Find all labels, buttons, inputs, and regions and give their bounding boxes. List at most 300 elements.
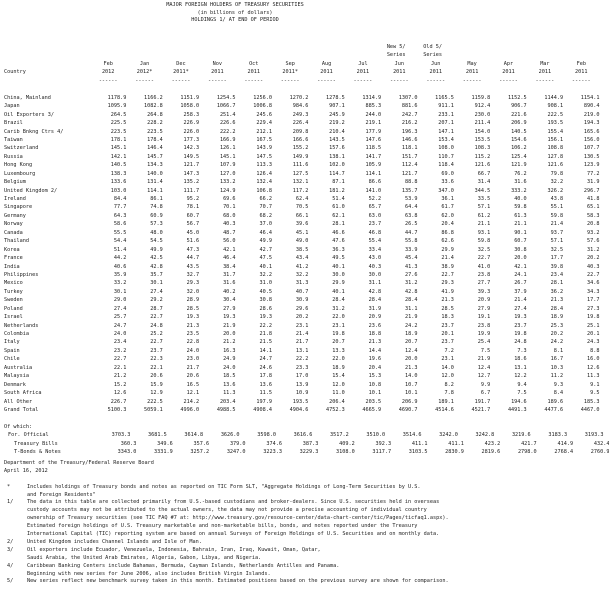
holding-value: 1254.5 [216, 94, 236, 101]
holding-value: 27.4 [113, 305, 127, 312]
holding-value: 5059.1 [144, 406, 163, 413]
holding-value: 140.0 [147, 170, 163, 177]
holding-value: 33.5 [477, 196, 491, 203]
footnote-mark [4, 507, 27, 515]
holding-value: 154.6 [511, 136, 527, 143]
holding-value: 21.3 [368, 339, 382, 346]
column-underline: ------ [280, 77, 300, 84]
holding-value: 41.0 [477, 263, 491, 270]
holding-value: 63.8 [405, 212, 418, 219]
of-which-value: 411.1 [411, 440, 428, 447]
table-row [4, 94, 609, 102]
report-title-block [25, 0, 445, 25]
holding-value: 141.7 [365, 153, 382, 160]
holding-value: 9.3 [553, 381, 564, 388]
footnote-text: Beginning with new series for June 2006, also includes British Virgin Islands. [27, 570, 271, 577]
holding-value: 49.5 [332, 255, 345, 262]
holding-value: 132.4 [256, 179, 272, 186]
footnotes-list [4, 484, 596, 587]
holding-value: 43.4 [295, 255, 309, 262]
holding-value: 19.8 [332, 331, 345, 338]
holding-value: 77.7 [113, 204, 127, 211]
of-which-value: 3510.0 [366, 432, 386, 439]
holding-value: 11.0 [332, 390, 345, 397]
holding-value: 62.4 [295, 196, 309, 203]
table-row [4, 203, 609, 211]
of-which-value: 2798.0 [517, 449, 537, 456]
holding-value: 23.3 [295, 364, 309, 371]
holding-value: 147.6 [365, 136, 382, 143]
holding-value: 1144.9 [544, 94, 564, 101]
holding-value: 219.0 [583, 111, 600, 118]
table-row [4, 212, 609, 220]
holding-value: 20.1 [586, 331, 600, 338]
table-row [4, 313, 609, 321]
holding-value: 19.3 [186, 314, 200, 321]
of-which-value: 3103.5 [408, 449, 428, 456]
holding-value: 156.0 [583, 136, 600, 143]
holding-value: 13.6 [259, 381, 272, 388]
holding-value: 333.2 [511, 187, 527, 194]
footnote-line [4, 531, 596, 539]
holding-value: 121.7 [183, 162, 200, 169]
holding-value: 207.1 [438, 120, 454, 127]
of-which-value: 3193.3 [584, 432, 604, 439]
holding-value: 52.2 [368, 196, 382, 203]
holding-value: 45.1 [295, 229, 309, 236]
holding-value: 22.7 [150, 339, 163, 346]
holding-value: 25.1 [586, 322, 600, 329]
holding-value: 347.0 [438, 187, 454, 194]
holding-value: 22.0 [332, 356, 345, 363]
holding-value: 23.1 [295, 322, 309, 329]
holding-value: 23.5 [186, 331, 200, 338]
footnote-mark: 3/ [7, 546, 14, 553]
holding-value: 140.5 [110, 162, 127, 169]
holding-value: 112.4 [401, 162, 418, 169]
holding-value: 16.0 [586, 356, 600, 363]
holding-value: 61.7 [441, 204, 454, 211]
holding-value: 23.7 [368, 221, 382, 228]
column-year: 2011 [247, 69, 260, 76]
country-name: All Other [4, 398, 33, 405]
holding-value: 209.8 [292, 128, 309, 135]
holding-value: 177.3 [183, 136, 200, 143]
holding-value: 906.7 [511, 103, 527, 110]
holding-value: 23.1 [441, 356, 454, 363]
holding-value: 9.4 [517, 381, 527, 388]
holding-value: 40.1 [332, 263, 345, 270]
holding-value: 1166.2 [144, 94, 163, 101]
holding-value: 28.1 [550, 280, 564, 287]
holding-value: 149.5 [183, 153, 200, 160]
holding-value: 22.2 [259, 322, 272, 329]
holding-value: 21.2 [113, 373, 127, 380]
holding-value: 22.2 [295, 356, 309, 363]
holding-value: 40.6 [113, 263, 127, 270]
country-name: Malaysia [4, 373, 29, 380]
country-name: Luxembourg [4, 170, 36, 177]
holding-value: 249.3 [292, 111, 309, 118]
table-row [4, 195, 609, 203]
footnote-text: United Kingdom includes Channel Islands and Isle of Man. [27, 538, 202, 545]
of-which-value: 414.9 [557, 440, 574, 447]
holding-value: 11.3 [223, 390, 236, 397]
holding-value: 38.5 [295, 246, 309, 253]
holding-value: 86.8 [441, 229, 454, 236]
column-underline: ------ [135, 77, 154, 84]
of-which-text: Of which: [4, 423, 33, 430]
holding-value: 31.3 [295, 280, 309, 287]
holding-value: 24.6 [259, 364, 272, 371]
holding-value: 21.3 [550, 297, 564, 304]
holding-value: 166.9 [219, 136, 236, 143]
holding-value: 127.8 [547, 153, 564, 160]
holding-value: 146.6 [401, 136, 418, 143]
holding-value: 93.1 [477, 229, 491, 236]
of-which-value: 3223.3 [263, 449, 282, 456]
country-name: Oil Exporters 3/ [4, 111, 54, 118]
holding-value: 46.6 [332, 229, 345, 236]
holding-value: 35.9 [113, 271, 127, 278]
holding-value: 74.8 [150, 204, 163, 211]
column-underline: ------ [244, 77, 264, 84]
holding-value: 61.0 [332, 204, 345, 211]
holding-value: 43.8 [550, 196, 564, 203]
holding-value: 44.7 [405, 229, 418, 236]
holding-value: 146.4 [147, 145, 163, 152]
holding-value: 222.2 [219, 128, 236, 135]
holding-value: 108.3 [474, 145, 491, 152]
holding-value: 84.4 [113, 196, 127, 203]
table-row [4, 187, 609, 195]
holding-value: 127.5 [292, 170, 309, 177]
holding-value: 70.1 [223, 204, 236, 211]
holding-value: 147.5 [256, 153, 272, 160]
holding-value: 225.5 [110, 120, 127, 127]
footnote-line [4, 507, 596, 515]
column-underline: ------ [353, 77, 373, 84]
holding-value: 8.1 [553, 347, 564, 354]
holding-value: 47.5 [259, 255, 272, 262]
holding-value: 40.7 [295, 288, 309, 295]
of-which-value: 379.0 [229, 440, 246, 447]
holding-value: 40.3 [586, 263, 600, 270]
holding-value: 133.6 [110, 179, 127, 186]
holding-value: 11.2 [550, 373, 564, 380]
holding-value: 38.4 [223, 263, 236, 270]
holding-value: 42.8 [405, 288, 418, 295]
holding-value: 10.3 [550, 364, 564, 371]
holding-value: 95.2 [186, 196, 200, 203]
holding-value: 149.9 [292, 153, 309, 160]
holding-value: 108.0 [438, 145, 454, 152]
holding-value: 32.2 [295, 271, 309, 278]
footnote-text: International Capital (TIC) reporting system are based on annual Surveys of Foreign Holdings of U.S. Securities and on monthly data. [27, 531, 440, 538]
footnote-line [4, 499, 596, 507]
holding-value: 23.2 [113, 347, 127, 354]
table-row [4, 305, 609, 313]
holding-value: 42.7 [259, 246, 272, 253]
holding-value: 121.7 [401, 170, 418, 177]
holding-value: 27.3 [586, 305, 600, 312]
holding-value: 244.0 [365, 111, 382, 118]
country-name: Netherlands [4, 322, 39, 329]
holding-value: 24.2 [550, 339, 564, 346]
holding-value: 23.0 [186, 356, 200, 363]
holding-value: 58.3 [586, 212, 600, 219]
holding-value: 45.0 [186, 229, 200, 236]
holding-value: 132.1 [292, 179, 309, 186]
column-month: Mar [540, 61, 550, 68]
holding-value: 264.5 [110, 111, 127, 118]
holding-value: 31.7 [223, 271, 236, 278]
holding-value: 1278.5 [325, 94, 345, 101]
column-year: 2011 [502, 69, 515, 76]
holding-value: 9.5 [590, 390, 600, 397]
holding-value: 114.7 [329, 170, 345, 177]
country-name: United Kingdom 2/ [4, 187, 58, 194]
of-which-value: 411.1 [448, 440, 464, 447]
holding-value: 32.0 [186, 288, 200, 295]
holding-value: 206.4 [329, 398, 345, 405]
holding-value: 908.1 [547, 103, 564, 110]
holding-value: 13.1 [295, 347, 309, 354]
holding-value: 41.2 [295, 263, 309, 270]
holding-value: 142.3 [183, 145, 200, 152]
of-which-value: 357.6 [193, 440, 210, 447]
holding-value: 59.8 [477, 238, 491, 245]
holding-value: 4491.3 [507, 406, 527, 413]
series-labels [378, 44, 458, 59]
holding-value: 145.1 [110, 145, 127, 152]
holding-value: 24.1 [514, 271, 527, 278]
holding-value: 32.5 [550, 246, 564, 253]
footnote-line [4, 492, 596, 500]
holding-value: 29.0 [113, 297, 127, 304]
blank-row [4, 414, 609, 422]
of-which-value: 3117.7 [372, 449, 392, 456]
of-which-row [4, 440, 609, 448]
holding-value: 226.9 [183, 120, 200, 127]
of-which-name: T-Bonds & Notes [14, 449, 61, 456]
holding-value: 7.5 [517, 390, 527, 397]
holding-value: 18.5 [223, 373, 236, 380]
table-row [4, 178, 609, 186]
holding-value: 115.2 [474, 153, 491, 160]
holding-value: 4904.6 [289, 406, 309, 413]
holding-value: 19.8 [514, 331, 527, 338]
column-year: 2011 [538, 69, 552, 76]
table-row [4, 355, 609, 363]
holding-value: 29.3 [441, 280, 454, 287]
holding-value: 43.5 [186, 263, 200, 270]
holding-value: 29.9 [441, 246, 454, 253]
of-which-value: 3614.8 [184, 432, 204, 439]
holding-value: 7.2 [444, 347, 454, 354]
holding-value: 20.9 [368, 314, 382, 321]
holding-value: 40.3 [223, 221, 236, 228]
of-which-value: 360.3 [120, 440, 137, 447]
holding-value: 10.1 [368, 390, 382, 397]
holding-value: 196.3 [401, 128, 418, 135]
holding-value: 22.1 [150, 364, 163, 371]
holding-value: 21.1 [514, 221, 527, 228]
holding-value: 62.6 [441, 238, 454, 245]
column-year: 2011 [575, 69, 588, 76]
holding-value: 4996.0 [180, 406, 200, 413]
blank-row [4, 85, 609, 93]
holding-value: 24.7 [113, 322, 127, 329]
holding-value: 28.7 [150, 305, 163, 312]
footnote-line [4, 555, 596, 563]
holding-value: 121.6 [547, 162, 564, 169]
holding-value: 211.4 [474, 120, 491, 127]
footnote-text: ownership of Treasury securities (see TIC FAQ #7 at: http://www.treasury.gov/resource-center/data-chart-center/tic/Pages/ticfaq1.aspx). [27, 515, 449, 522]
holding-value: 87.1 [332, 179, 345, 186]
holding-value: 21.3 [186, 322, 200, 329]
holding-value: 14.1 [259, 347, 272, 354]
holding-value: 141.0 [365, 187, 382, 194]
column-underline: ------ [426, 77, 446, 84]
holding-value: 69.0 [441, 170, 454, 177]
holding-value: 226.7 [110, 398, 127, 405]
holding-value: 138.3 [110, 170, 127, 177]
table-row [4, 229, 609, 237]
holding-value: 63.0 [368, 212, 382, 219]
holding-value: 41.8 [586, 196, 600, 203]
holding-value: 114.1 [147, 187, 163, 194]
holding-value: 17.0 [295, 373, 309, 380]
holding-value: 21.4 [441, 255, 454, 262]
column-month: Dec [176, 61, 186, 68]
holding-value: 42.1 [223, 246, 236, 253]
holding-value: 133.2 [219, 179, 236, 186]
holding-value: 20.7 [332, 339, 345, 346]
holding-value: 66.1 [295, 212, 309, 219]
holding-value: 156.1 [547, 136, 564, 143]
table-row [4, 347, 609, 355]
holding-value: 31.1 [405, 305, 418, 312]
column-month: Apr [503, 61, 514, 68]
column-underline: ------ [389, 77, 409, 84]
country-name: Canada [4, 229, 23, 236]
holding-value: 21.3 [441, 297, 454, 304]
holding-value: 28.5 [441, 305, 454, 312]
column-year: 2011 [356, 69, 370, 76]
holding-value: 10.8 [368, 381, 382, 388]
holding-value: 12.4 [405, 347, 418, 354]
holding-value: 21.5 [259, 339, 272, 346]
holding-value: 153.4 [438, 136, 454, 143]
holding-value: 111.7 [183, 187, 200, 194]
column-underline: ------ [535, 77, 555, 84]
table-row [4, 220, 609, 228]
holding-value: 1006.8 [253, 103, 272, 110]
table-row [4, 271, 609, 279]
holding-value: 27.4 [514, 305, 527, 312]
holding-value: 228.2 [147, 120, 163, 127]
holding-value: 25.3 [550, 322, 564, 329]
holding-value: 223.5 [147, 128, 163, 135]
holding-value: 20.4 [441, 221, 454, 228]
of-which-value: 3242.8 [475, 432, 495, 439]
holding-value: 165.6 [583, 128, 600, 135]
country-name: Israel [4, 314, 23, 321]
holding-value: 23.6 [368, 322, 382, 329]
holding-value: 37.9 [514, 288, 527, 295]
holding-value: 10.7 [405, 381, 418, 388]
of-which-value: 3257.2 [190, 449, 210, 456]
country-name: Poland [4, 305, 23, 312]
column-underline: ------ [462, 77, 482, 84]
table-row [4, 170, 609, 178]
holding-value: 21.8 [259, 331, 272, 338]
holding-value: 126.1 [219, 145, 236, 152]
holding-value: 296.7 [583, 187, 600, 194]
holding-value: 21.9 [223, 322, 236, 329]
holding-value: 103.0 [110, 187, 127, 194]
holding-value: 23.7 [441, 339, 454, 346]
holding-value: 28.4 [550, 305, 564, 312]
table-row [4, 136, 609, 144]
holding-value: 22.7 [113, 356, 127, 363]
country-name: Korea [4, 246, 20, 253]
holding-value: 251.4 [219, 111, 236, 118]
holding-value: 1066.7 [216, 103, 236, 110]
holding-value: 126.4 [256, 170, 272, 177]
holding-value: 166.6 [292, 136, 309, 143]
holding-value: 60.7 [186, 212, 200, 219]
holding-value: 31.4 [477, 179, 491, 186]
holding-value: 193.5 [292, 398, 309, 405]
holding-value: 30.4 [223, 297, 236, 304]
holding-value: 890.4 [583, 103, 600, 110]
holding-value: 134.3 [147, 162, 163, 169]
holding-value: 26.5 [405, 221, 418, 228]
holding-value: 76.2 [514, 170, 527, 177]
holding-value: 19.8 [586, 314, 600, 321]
of-which-value: 409.2 [339, 440, 355, 447]
holding-value: 42.1 [514, 263, 527, 270]
holding-value: 42.5 [150, 255, 163, 262]
holding-value: 118.5 [365, 145, 382, 152]
notes-section [4, 460, 596, 586]
of-which-value: 3626.0 [220, 432, 240, 439]
holding-value: 33.6 [441, 179, 454, 186]
of-which-name: Treasury Bills [14, 440, 58, 447]
country-name: Grand Total [4, 406, 39, 413]
holding-value: 155.4 [547, 128, 564, 135]
of-which-value: 2768.4 [554, 449, 574, 456]
holding-value: 1152.5 [507, 94, 527, 101]
holding-value: 8.2 [444, 381, 454, 388]
column-year: 2011 [429, 69, 442, 76]
holding-value: 216.2 [401, 120, 418, 127]
holding-value: 20.2 [550, 331, 564, 338]
holding-value: 22.7 [477, 255, 491, 262]
holding-value: 19.1 [477, 314, 491, 321]
holding-value: 18.8 [368, 331, 382, 338]
holding-value: 48.0 [150, 229, 163, 236]
holding-value: 28.4 [368, 297, 382, 304]
holding-value: 17.7 [586, 297, 600, 304]
table-row [4, 128, 609, 136]
holding-value: 55.1 [550, 204, 564, 211]
holding-value: 32.2 [550, 179, 564, 186]
holding-value: 12.6 [113, 390, 127, 397]
holding-value: 210.4 [329, 128, 345, 135]
